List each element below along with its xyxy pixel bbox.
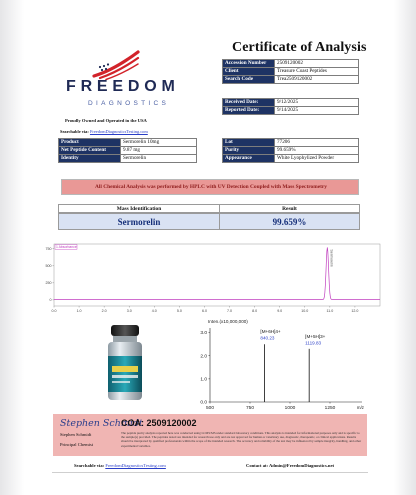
table-row (223, 155, 359, 163)
mass-identification-header: Mass Identification (59, 205, 220, 212)
ms-x-tick-label: 1000 (284, 406, 296, 411)
table-row (223, 76, 359, 84)
dates-table (222, 98, 359, 115)
x-tick-label: 2.0 (101, 309, 107, 313)
searchable-label: Searchable via: (60, 129, 89, 134)
bottom-divider (52, 472, 368, 473)
owned-statement: Proudly Owned and Operated in the USA (65, 118, 147, 123)
disclaimer-text: The peptide purity analysis reported here was conducted using LCMS/MS under standard laboratory conditions. This analysis is intended for informational purposes only and is specific to the sample(s) provided. The peptides tested are intended for research use only and are not approved for human or veterinary use, diagnostic, therapeutic, or clinical applications. Results should be interpreted by qualified professionals within the scope of the intended research. The accuracy and reliability of the test may be influenced by sample integrity, handling, and other experimental variables. (121, 431, 362, 448)
ms-y-tick-label: 1.0 (200, 377, 207, 383)
signer-name: Stephen Schmidt (60, 432, 92, 437)
ms-x-tick-label: 750 (245, 406, 255, 411)
ms-peak-ion-label: [M+6H]4+ (260, 329, 281, 335)
x-tick-label: 3.0 (126, 309, 132, 313)
ms-x-tick-label: 1250 (324, 406, 336, 411)
x-tick-label: 5.0 (176, 309, 182, 313)
signer-title: Principal Chemist (60, 442, 94, 447)
search-code-value: Trea2509120002 (275, 76, 359, 84)
lot-label: Lot (223, 139, 275, 147)
table-row (223, 147, 359, 155)
searchable-link-bottom[interactable]: FreedomDiagnosticsTesting.com (105, 463, 166, 468)
table-row (223, 139, 359, 147)
analysis-banner (61, 179, 359, 195)
x-tick-label: 7.0 (227, 309, 233, 313)
net-peptide-value: 9.87 mg (121, 147, 197, 155)
x-tick-label: 1.0 (76, 309, 82, 313)
brand-name: FREEDOM (66, 78, 180, 95)
ms-intensity-title: Inten.(x10,000,000) (208, 319, 248, 324)
analysis-banner-text: All Chemical Analysis was performed by HPLC with UV Detection Coupled with Mass Spectrometry (94, 184, 328, 190)
peak-label: Sermorelin (329, 249, 334, 267)
search-code-label: Search Code (223, 76, 275, 84)
y-tick-label: 500 (45, 264, 52, 269)
reported-date-label: Reported Date: (223, 107, 275, 115)
x-tick-label: 4.0 (151, 309, 157, 313)
client-label: Client (223, 68, 275, 76)
received-date-label: Received Date: (223, 99, 275, 107)
purity-label: Purity (223, 147, 275, 155)
ms-x-axis-label: m/z (356, 405, 364, 410)
ms-y-tick-label: 3.0 (200, 331, 207, 337)
y-tick-label: 750 (45, 246, 52, 251)
client-value: Treasure Coast Peptides (275, 68, 359, 76)
received-date-value: 9/12/2025 (275, 99, 359, 107)
y-tick-label: 0 (49, 298, 52, 303)
product-value: Sermorelin 10mg (121, 139, 197, 147)
ms-x-tick-label: 500 (205, 406, 215, 411)
result-table (58, 204, 360, 230)
x-tick-label: 6.0 (201, 309, 207, 313)
x-tick-label: 9.0 (277, 309, 283, 313)
identity-value: Sermorelin (121, 155, 197, 163)
appearance-value: White Lyophylized Powder (275, 155, 359, 163)
x-tick-label: 0.0 (51, 309, 57, 313)
contact-email[interactable]: Contact at: Admin@FreedomDiagnostics.net (246, 463, 335, 468)
absorbance-legend-label: 1 Absorbance (56, 245, 77, 250)
lot-table (222, 138, 359, 163)
x-tick-label: 8.0 (252, 309, 258, 313)
identity-label: Identity (59, 155, 121, 163)
accession-table (222, 59, 359, 84)
result-row (58, 213, 360, 230)
product-label: Product (59, 139, 121, 147)
accession-value: 2509120002 (275, 60, 359, 68)
ms-y-tick-label: 2.0 (200, 354, 207, 360)
mass-spectrum-chart (186, 316, 368, 413)
table-row (223, 107, 359, 115)
ms-peak-mz-label: 840.23 (260, 335, 275, 341)
vial-photo (91, 322, 159, 405)
table-row (223, 99, 359, 107)
table-row (223, 60, 359, 68)
result-purity: 99.659% (272, 217, 307, 227)
table-row (59, 155, 197, 163)
signature: Stephen Schmidt (60, 418, 143, 429)
result-header: Result (282, 206, 297, 212)
y-tick-label: 250 (45, 281, 52, 286)
certificate-title: Certificate of Analysis (232, 40, 367, 55)
reported-date-value: 9/14/2025 (275, 107, 359, 115)
x-tick-label: 11.0 (326, 309, 334, 313)
ms-peak-mz-label: 1119.83 (305, 340, 322, 346)
result-header-row (58, 204, 360, 213)
net-peptide-label: Net Peptide Content (59, 147, 121, 155)
ms-y-tick-label: 0.0 (200, 400, 207, 406)
searchable-line-top (60, 129, 148, 134)
searchable-link-top[interactable]: FreedomDiagnosticsTesting.com (89, 129, 148, 134)
freedom-logo-swoosh-icon (92, 50, 140, 80)
table-row (59, 147, 197, 155)
x-tick-label: 10.0 (301, 309, 309, 313)
x-tick-label: 12.0 (351, 309, 359, 313)
accession-label: Accession Number (223, 60, 275, 68)
product-table (58, 138, 197, 163)
searchable-label-bottom: Searchable via: (74, 463, 105, 468)
lot-value: 77206 (275, 139, 359, 147)
ms-peak-ion-label: [M+5H]3+ (305, 333, 326, 339)
purity-value: 99.659% (275, 147, 359, 155)
coa-number: COA: 2509120002 (121, 418, 197, 428)
appearance-label: Appearance (223, 155, 275, 163)
result-compound: Sermorelin (59, 214, 220, 229)
searchable-line-bottom (74, 463, 166, 468)
vial-icon (91, 322, 159, 405)
brand-subtitle: DIAGNOSTICS (88, 100, 170, 107)
table-row (59, 139, 197, 147)
table-row (223, 68, 359, 76)
hplc-chromatogram (28, 236, 386, 316)
